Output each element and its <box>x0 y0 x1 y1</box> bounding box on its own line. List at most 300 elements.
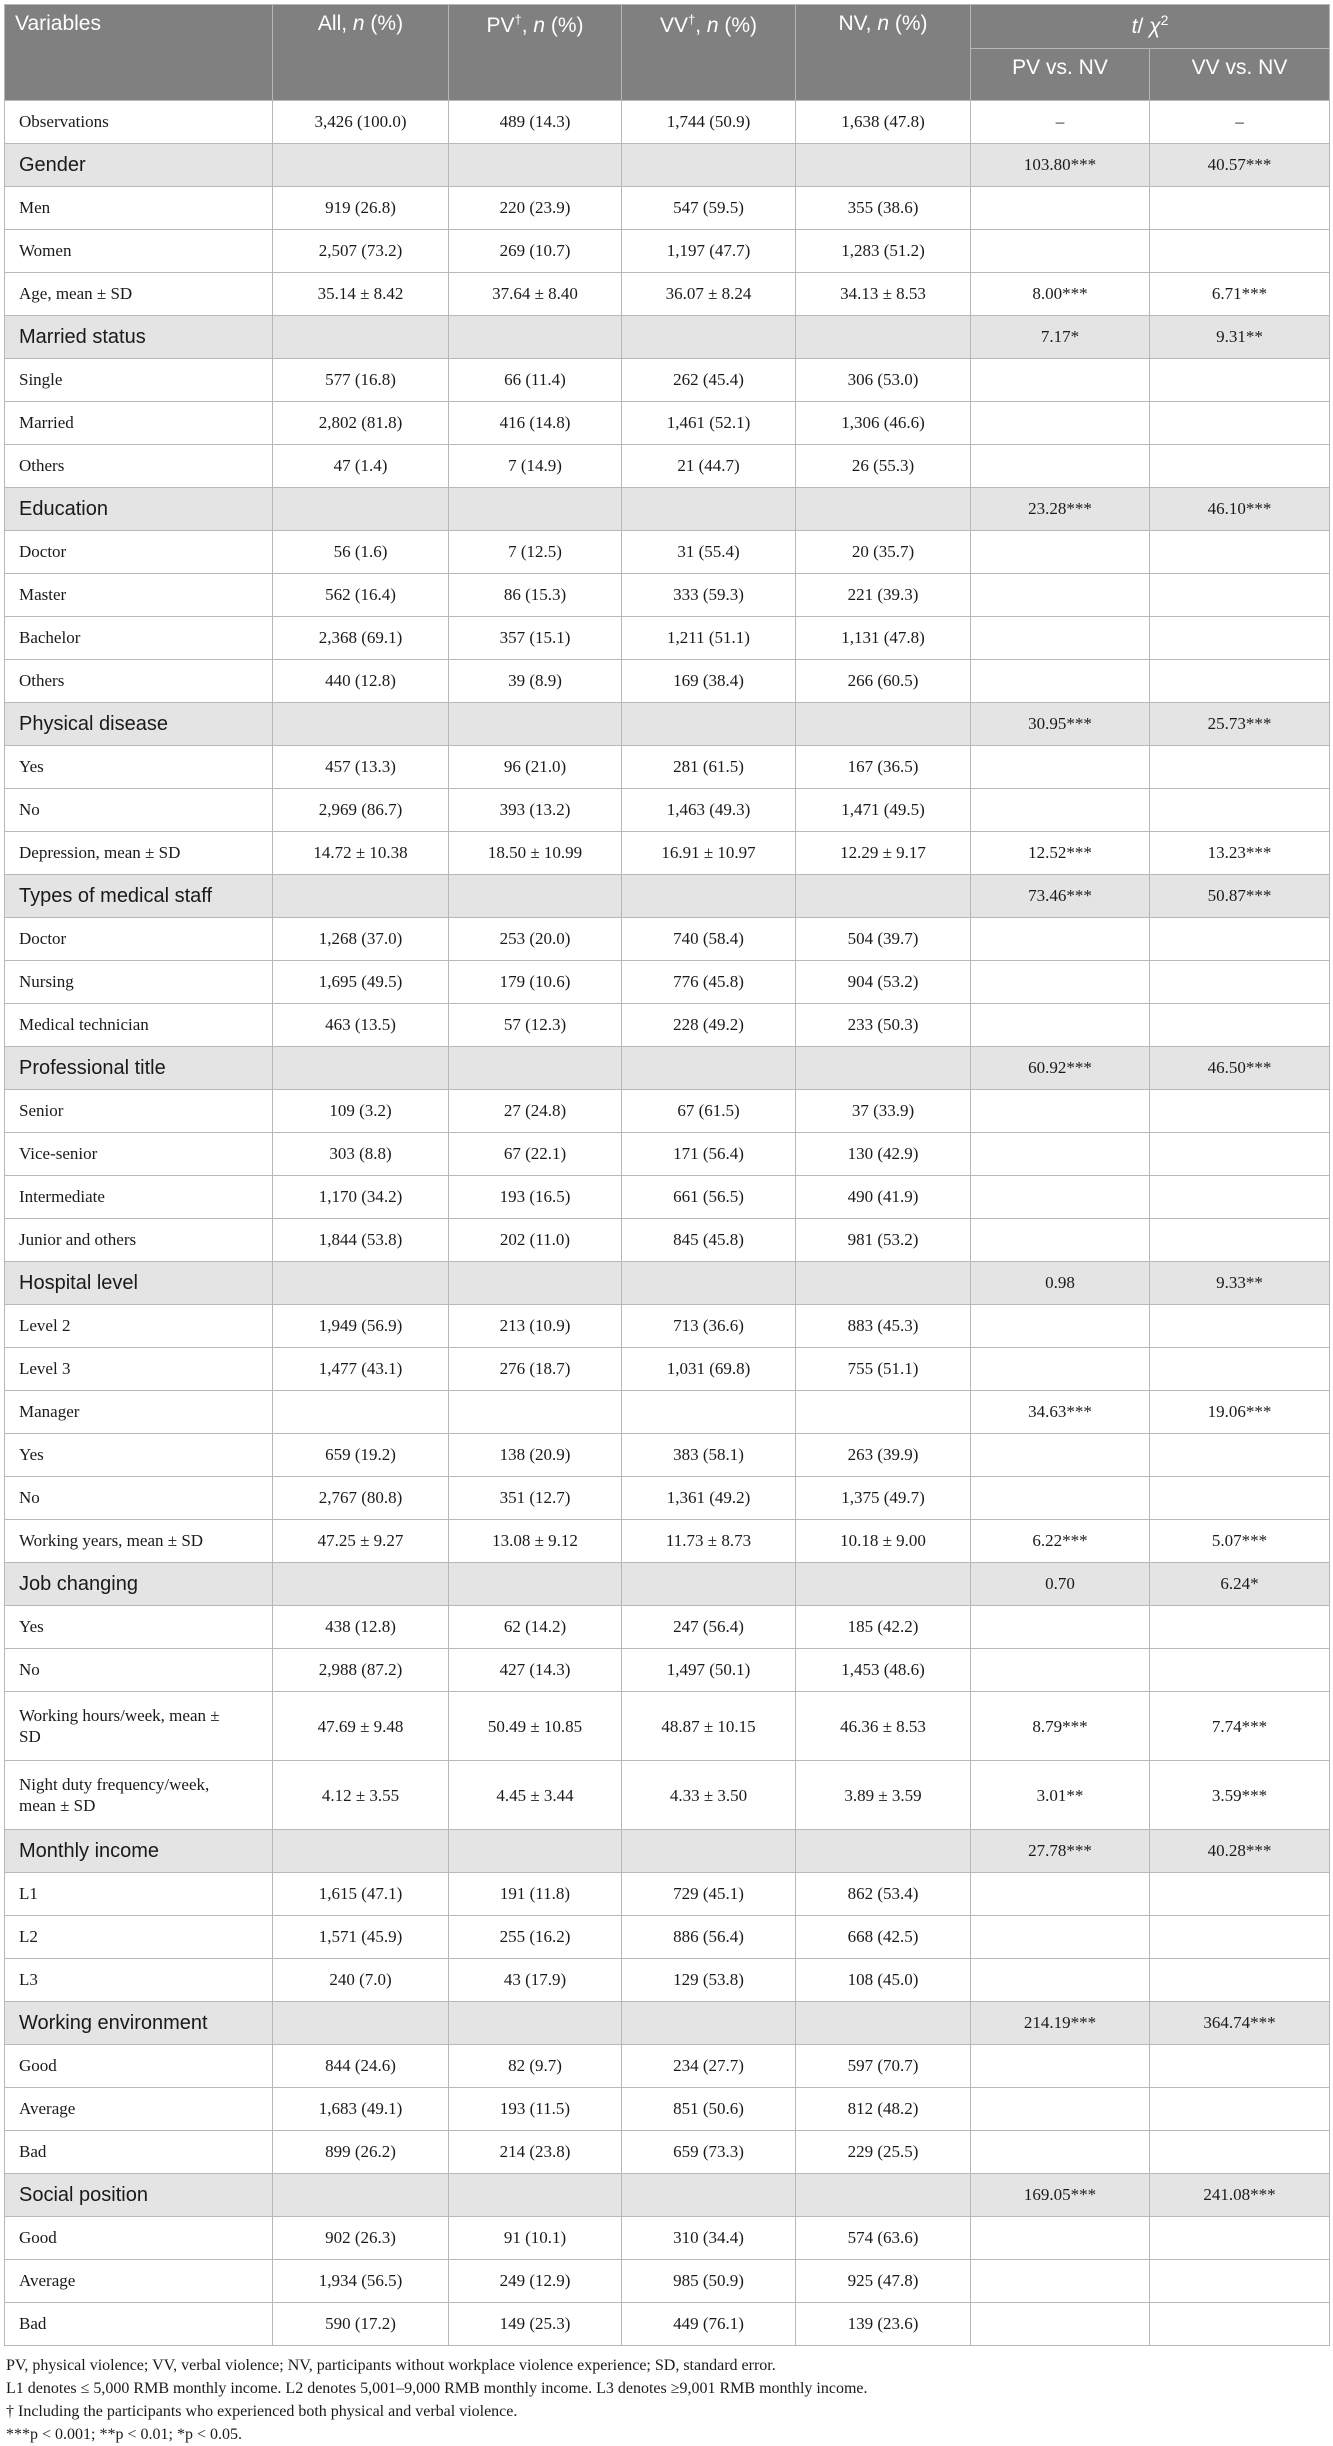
cell-t1 <box>971 2260 1150 2303</box>
cell-pv: 96 (21.0) <box>449 746 622 789</box>
cell-all <box>273 144 449 187</box>
cell-label: Average <box>5 2260 273 2303</box>
section-row <box>5 1563 1330 1606</box>
cell-t2 <box>1150 1090 1330 1133</box>
cell-pv: 213 (10.9) <box>449 1305 622 1348</box>
cell-vv <box>622 316 796 359</box>
cell-all: 457 (13.3) <box>273 746 449 789</box>
cell-t1 <box>971 402 1150 445</box>
cell-vv: 886 (56.4) <box>622 1916 796 1959</box>
cell-t2 <box>1150 1873 1330 1916</box>
cell-nv <box>796 1830 971 1873</box>
cell-vv: 11.73 ± 8.73 <box>622 1520 796 1563</box>
cell-label: Others <box>5 445 273 488</box>
cell-vv: 36.07 ± 8.24 <box>622 273 796 316</box>
cell-t1: 214.19*** <box>971 2002 1150 2045</box>
cell-t2: 6.71*** <box>1150 273 1330 316</box>
cell-all: 919 (26.8) <box>273 187 449 230</box>
cell-label: Single <box>5 359 273 402</box>
cell-t1 <box>971 1305 1150 1348</box>
cell-t1: 169.05*** <box>971 2174 1150 2217</box>
cell-label: Gender <box>5 144 273 187</box>
cell-all <box>273 1047 449 1090</box>
cell-pv: 7 (14.9) <box>449 445 622 488</box>
footnote: ***p < 0.001; **p < 0.01; *p < 0.05. <box>6 2426 242 2443</box>
section-row <box>5 2002 1330 2045</box>
table-row <box>5 832 1330 875</box>
cell-t2 <box>1150 1477 1330 1520</box>
cell-all: 109 (3.2) <box>273 1090 449 1133</box>
cell-label: L2 <box>5 1916 273 1959</box>
cell-nv: 504 (39.7) <box>796 918 971 961</box>
cell-t1: 27.78*** <box>971 1830 1150 1873</box>
cell-label: Bachelor <box>5 617 273 660</box>
cell-nv <box>796 2002 971 2045</box>
cell-t2 <box>1150 2131 1330 2174</box>
table-row <box>5 1004 1330 1047</box>
cell-vv: 383 (58.1) <box>622 1434 796 1477</box>
cell-nv: 3.89 ± 3.59 <box>796 1761 971 1830</box>
cell-t2 <box>1150 617 1330 660</box>
cell-pv <box>449 1830 622 1873</box>
cell-t1: 0.70 <box>971 1563 1150 1606</box>
cell-nv: 812 (48.2) <box>796 2088 971 2131</box>
cell-pv: 7 (12.5) <box>449 531 622 574</box>
cell-label: Others <box>5 660 273 703</box>
cell-label: Level 3 <box>5 1348 273 1391</box>
cell-t2: 46.50*** <box>1150 1047 1330 1090</box>
cell-t2: 46.10*** <box>1150 488 1330 531</box>
cell-all: 35.14 ± 8.42 <box>273 273 449 316</box>
cell-t1 <box>971 789 1150 832</box>
cell-t2: 7.74*** <box>1150 1692 1330 1761</box>
section-row <box>5 1047 1330 1090</box>
cell-pv <box>449 1047 622 1090</box>
cell-nv: 266 (60.5) <box>796 660 971 703</box>
cell-pv: 416 (14.8) <box>449 402 622 445</box>
cell-t1 <box>971 445 1150 488</box>
cell-t1 <box>971 2131 1150 2174</box>
cell-vv: 1,197 (47.7) <box>622 230 796 273</box>
cell-vv <box>622 2002 796 2045</box>
cell-t2 <box>1150 445 1330 488</box>
cell-label: Yes <box>5 1606 273 1649</box>
header-nv: NV, n (%) <box>796 5 971 101</box>
cell-nv <box>796 703 971 746</box>
cell-t2: 40.28*** <box>1150 1830 1330 1873</box>
cell-pv: 37.64 ± 8.40 <box>449 273 622 316</box>
cell-nv <box>796 144 971 187</box>
cell-pv: 193 (11.5) <box>449 2088 622 2131</box>
cell-nv: 20 (35.7) <box>796 531 971 574</box>
cell-t2 <box>1150 230 1330 273</box>
cell-all: 2,368 (69.1) <box>273 617 449 660</box>
cell-all: 303 (8.8) <box>273 1133 449 1176</box>
cell-nv: 1,638 (47.8) <box>796 101 971 144</box>
cell-t2 <box>1150 2045 1330 2088</box>
cell-t1: 7.17* <box>971 316 1150 359</box>
cell-vv: 661 (56.5) <box>622 1176 796 1219</box>
cell-t1 <box>971 1133 1150 1176</box>
cell-t2 <box>1150 660 1330 703</box>
cell-all: 659 (19.2) <box>273 1434 449 1477</box>
cell-t1: 0.98 <box>971 1262 1150 1305</box>
cell-nv: 37 (33.9) <box>796 1090 971 1133</box>
cell-label: Master <box>5 574 273 617</box>
cell-t1: 103.80*** <box>971 144 1150 187</box>
cell-t1 <box>971 2217 1150 2260</box>
cell-all: 844 (24.6) <box>273 2045 449 2088</box>
cell-t2 <box>1150 1649 1330 1692</box>
cell-vv <box>622 1391 796 1434</box>
cell-t1: – <box>971 101 1150 144</box>
cell-t2 <box>1150 187 1330 230</box>
table-row <box>5 1348 1330 1391</box>
footnote: PV, physical violence; VV, verbal violence; NV, participants without workplace violence experience; SD, standard error. <box>6 2357 776 2374</box>
cell-nv: 10.18 ± 9.00 <box>796 1520 971 1563</box>
cell-label: Night duty frequency/week, mean ± SD <box>5 1761 273 1830</box>
cell-t1: 30.95*** <box>971 703 1150 746</box>
cell-t2: 19.06*** <box>1150 1391 1330 1434</box>
cell-label: Hospital level <box>5 1262 273 1305</box>
table-row <box>5 1873 1330 1916</box>
cell-all <box>273 875 449 918</box>
section-row <box>5 316 1330 359</box>
cell-nv <box>796 2174 971 2217</box>
cell-pv: 253 (20.0) <box>449 918 622 961</box>
cell-nv: 1,283 (51.2) <box>796 230 971 273</box>
cell-label: Married status <box>5 316 273 359</box>
cell-label: Bad <box>5 2131 273 2174</box>
cell-pv: 179 (10.6) <box>449 961 622 1004</box>
cell-label: Social position <box>5 2174 273 2217</box>
cell-all: 562 (16.4) <box>273 574 449 617</box>
section-row <box>5 703 1330 746</box>
cell-t1 <box>971 746 1150 789</box>
footnote: † Including the participants who experienced both physical and verbal violence. <box>6 2403 518 2420</box>
table-row <box>5 1761 1330 1830</box>
table-row <box>5 1391 1330 1434</box>
cell-t1 <box>971 1176 1150 1219</box>
cell-nv: 981 (53.2) <box>796 1219 971 1262</box>
cell-label: Working years, mean ± SD <box>5 1520 273 1563</box>
cell-t1 <box>971 1004 1150 1047</box>
cell-nv <box>796 1047 971 1090</box>
cell-vv <box>622 2174 796 2217</box>
cell-nv: 597 (70.7) <box>796 2045 971 2088</box>
cell-t2: 3.59*** <box>1150 1761 1330 1830</box>
cell-all: 1,683 (49.1) <box>273 2088 449 2131</box>
cell-vv <box>622 144 796 187</box>
cell-t1 <box>971 187 1150 230</box>
cell-nv: 12.29 ± 9.17 <box>796 832 971 875</box>
cell-nv <box>796 316 971 359</box>
table-row <box>5 2045 1330 2088</box>
cell-vv: 713 (36.6) <box>622 1305 796 1348</box>
cell-label: No <box>5 1477 273 1520</box>
table-row <box>5 617 1330 660</box>
cell-t2 <box>1150 918 1330 961</box>
cell-label: Manager <box>5 1391 273 1434</box>
section-row <box>5 875 1330 918</box>
cell-vv: 31 (55.4) <box>622 531 796 574</box>
cell-t2: 25.73*** <box>1150 703 1330 746</box>
cell-vv: 169 (38.4) <box>622 660 796 703</box>
cell-vv <box>622 875 796 918</box>
cell-pv: 27 (24.8) <box>449 1090 622 1133</box>
cell-all: 438 (12.8) <box>273 1606 449 1649</box>
cell-pv: 214 (23.8) <box>449 2131 622 2174</box>
cell-nv <box>796 1262 971 1305</box>
table-row <box>5 1606 1330 1649</box>
cell-label: Men <box>5 187 273 230</box>
cell-t2 <box>1150 1916 1330 1959</box>
cell-pv: 357 (15.1) <box>449 617 622 660</box>
cell-nv: 574 (63.6) <box>796 2217 971 2260</box>
cell-pv <box>449 2002 622 2045</box>
cell-all: 1,571 (45.9) <box>273 1916 449 1959</box>
cell-label: Job changing <box>5 1563 273 1606</box>
header-vv: VV†, n (%) <box>622 5 796 101</box>
cell-t2 <box>1150 531 1330 574</box>
cell-all: 1,844 (53.8) <box>273 1219 449 1262</box>
cell-pv: 91 (10.1) <box>449 2217 622 2260</box>
cell-t1: 34.63*** <box>971 1391 1150 1434</box>
section-row <box>5 488 1330 531</box>
cell-t1 <box>971 961 1150 1004</box>
cell-label: Education <box>5 488 273 531</box>
cell-t1 <box>971 2303 1150 2346</box>
cell-nv <box>796 875 971 918</box>
cell-nv: 668 (42.5) <box>796 1916 971 1959</box>
cell-t2 <box>1150 1434 1330 1477</box>
cell-pv: 62 (14.2) <box>449 1606 622 1649</box>
cell-label: Women <box>5 230 273 273</box>
cell-t1: 23.28*** <box>971 488 1150 531</box>
cell-t1 <box>971 2088 1150 2131</box>
table-row <box>5 961 1330 1004</box>
cell-nv: 755 (51.1) <box>796 1348 971 1391</box>
section-row <box>5 144 1330 187</box>
cell-t1 <box>971 1606 1150 1649</box>
table-row <box>5 2217 1330 2260</box>
table-row <box>5 1219 1330 1262</box>
cell-vv: 985 (50.9) <box>622 2260 796 2303</box>
table-row <box>5 1916 1330 1959</box>
cell-t1 <box>971 660 1150 703</box>
cell-t1: 6.22*** <box>971 1520 1150 1563</box>
cell-label: Age, mean ± SD <box>5 273 273 316</box>
cell-all: 47.69 ± 9.48 <box>273 1692 449 1761</box>
cell-t1 <box>971 531 1150 574</box>
table-footnotes <box>4 2354 1329 2446</box>
cell-label: L1 <box>5 1873 273 1916</box>
table-row <box>5 531 1330 574</box>
cell-pv: 191 (11.8) <box>449 1873 622 1916</box>
cell-all <box>273 2002 449 2045</box>
table-row <box>5 402 1330 445</box>
cell-all <box>273 2174 449 2217</box>
cell-label: Observations <box>5 101 273 144</box>
cell-label: No <box>5 789 273 832</box>
cell-t2 <box>1150 961 1330 1004</box>
cell-label: Doctor <box>5 918 273 961</box>
cell-pv: 86 (15.3) <box>449 574 622 617</box>
cell-vv: 228 (49.2) <box>622 1004 796 1047</box>
cell-t1 <box>971 359 1150 402</box>
cell-nv: 130 (42.9) <box>796 1133 971 1176</box>
table-row <box>5 1133 1330 1176</box>
table-row <box>5 660 1330 703</box>
cell-t2 <box>1150 2088 1330 2131</box>
cell-vv <box>622 488 796 531</box>
cell-t1: 8.79*** <box>971 1692 1150 1761</box>
cell-nv: 46.36 ± 8.53 <box>796 1692 971 1761</box>
cell-all: 1,695 (49.5) <box>273 961 449 1004</box>
cell-t1 <box>971 918 1150 961</box>
table-row <box>5 1176 1330 1219</box>
cell-t2 <box>1150 1219 1330 1262</box>
cell-vv: 1,463 (49.3) <box>622 789 796 832</box>
cell-all: 1,615 (47.1) <box>273 1873 449 1916</box>
cell-label: No <box>5 1649 273 1692</box>
cell-vv: 449 (76.1) <box>622 2303 796 2346</box>
header-pv: PV†, n (%) <box>449 5 622 101</box>
cell-vv <box>622 1830 796 1873</box>
cell-nv: 1,131 (47.8) <box>796 617 971 660</box>
cell-label: Married <box>5 402 273 445</box>
cell-all <box>273 316 449 359</box>
cell-nv <box>796 488 971 531</box>
cell-t1 <box>971 574 1150 617</box>
cell-vv: 1,497 (50.1) <box>622 1649 796 1692</box>
cell-vv: 1,744 (50.9) <box>622 101 796 144</box>
cell-pv: 138 (20.9) <box>449 1434 622 1477</box>
cell-vv <box>622 1563 796 1606</box>
table-row <box>5 2088 1330 2131</box>
cell-all: 590 (17.2) <box>273 2303 449 2346</box>
cell-pv: 249 (12.9) <box>449 2260 622 2303</box>
table-row <box>5 574 1330 617</box>
cell-all: 902 (26.3) <box>273 2217 449 2260</box>
cell-t2: 13.23*** <box>1150 832 1330 875</box>
cell-all <box>273 1830 449 1873</box>
cell-all <box>273 703 449 746</box>
cell-t1: 12.52*** <box>971 832 1150 875</box>
table-row <box>5 918 1330 961</box>
cell-t1 <box>971 1090 1150 1133</box>
cell-all: 1,268 (37.0) <box>273 918 449 961</box>
cell-nv: 221 (39.3) <box>796 574 971 617</box>
cell-t1: 8.00*** <box>971 273 1150 316</box>
cell-t2: 5.07*** <box>1150 1520 1330 1563</box>
cell-pv <box>449 1563 622 1606</box>
cell-t2 <box>1150 359 1330 402</box>
cell-pv <box>449 875 622 918</box>
cell-pv: 427 (14.3) <box>449 1649 622 1692</box>
section-row <box>5 2174 1330 2217</box>
cell-nv: 1,471 (49.5) <box>796 789 971 832</box>
cell-t1 <box>971 1348 1150 1391</box>
cell-pv: 39 (8.9) <box>449 660 622 703</box>
table-row <box>5 1434 1330 1477</box>
cell-t2 <box>1150 2303 1330 2346</box>
cell-t1: 3.01** <box>971 1761 1150 1830</box>
cell-vv: 171 (56.4) <box>622 1133 796 1176</box>
cell-vv: 234 (27.7) <box>622 2045 796 2088</box>
table-row <box>5 359 1330 402</box>
cell-all: 1,949 (56.9) <box>273 1305 449 1348</box>
cell-t2: – <box>1150 101 1330 144</box>
table-row <box>5 789 1330 832</box>
cell-all <box>273 488 449 531</box>
cell-all: 1,934 (56.5) <box>273 2260 449 2303</box>
table-body <box>5 101 1330 2346</box>
cell-nv <box>796 1563 971 1606</box>
table-row <box>5 445 1330 488</box>
cell-vv: 16.91 ± 10.97 <box>622 832 796 875</box>
cell-nv: 233 (50.3) <box>796 1004 971 1047</box>
table-row <box>5 746 1330 789</box>
cell-t1 <box>971 1477 1150 1520</box>
cell-nv: 1,306 (46.6) <box>796 402 971 445</box>
cell-label: Yes <box>5 746 273 789</box>
cell-vv: 21 (44.7) <box>622 445 796 488</box>
cell-all: 440 (12.8) <box>273 660 449 703</box>
cell-vv: 333 (59.3) <box>622 574 796 617</box>
cell-pv: 66 (11.4) <box>449 359 622 402</box>
cell-t1 <box>971 617 1150 660</box>
cell-t2 <box>1150 1004 1330 1047</box>
cell-t2: 9.31** <box>1150 316 1330 359</box>
header-row <box>5 5 1330 49</box>
table-row <box>5 1305 1330 1348</box>
cell-all: 1,477 (43.1) <box>273 1348 449 1391</box>
cell-vv: 247 (56.4) <box>622 1606 796 1649</box>
cell-t1: 73.46*** <box>971 875 1150 918</box>
cell-vv: 310 (34.4) <box>622 2217 796 2260</box>
cell-t2 <box>1150 574 1330 617</box>
cell-nv: 904 (53.2) <box>796 961 971 1004</box>
cell-label: L3 <box>5 1959 273 2002</box>
table-row <box>5 101 1330 144</box>
cell-t1 <box>971 1434 1150 1477</box>
cell-label: Good <box>5 2045 273 2088</box>
cell-nv: 925 (47.8) <box>796 2260 971 2303</box>
cell-t2: 9.33** <box>1150 1262 1330 1305</box>
cell-vv: 1,031 (69.8) <box>622 1348 796 1391</box>
cell-vv <box>622 1047 796 1090</box>
cell-pv: 193 (16.5) <box>449 1176 622 1219</box>
cell-pv: 489 (14.3) <box>449 101 622 144</box>
cell-nv: 108 (45.0) <box>796 1959 971 2002</box>
cell-nv: 1,375 (49.7) <box>796 1477 971 1520</box>
cell-t2: 50.87*** <box>1150 875 1330 918</box>
cell-all <box>273 1262 449 1305</box>
cell-pv: 50.49 ± 10.85 <box>449 1692 622 1761</box>
cell-t2 <box>1150 1959 1330 2002</box>
cell-vv: 776 (45.8) <box>622 961 796 1004</box>
cell-all: 2,802 (81.8) <box>273 402 449 445</box>
cell-vv <box>622 703 796 746</box>
cell-vv: 281 (61.5) <box>622 746 796 789</box>
cell-label: Intermediate <box>5 1176 273 1219</box>
cell-nv: 229 (25.5) <box>796 2131 971 2174</box>
cell-pv <box>449 703 622 746</box>
table-row <box>5 1692 1330 1761</box>
cell-t2 <box>1150 789 1330 832</box>
cell-all: 47.25 ± 9.27 <box>273 1520 449 1563</box>
